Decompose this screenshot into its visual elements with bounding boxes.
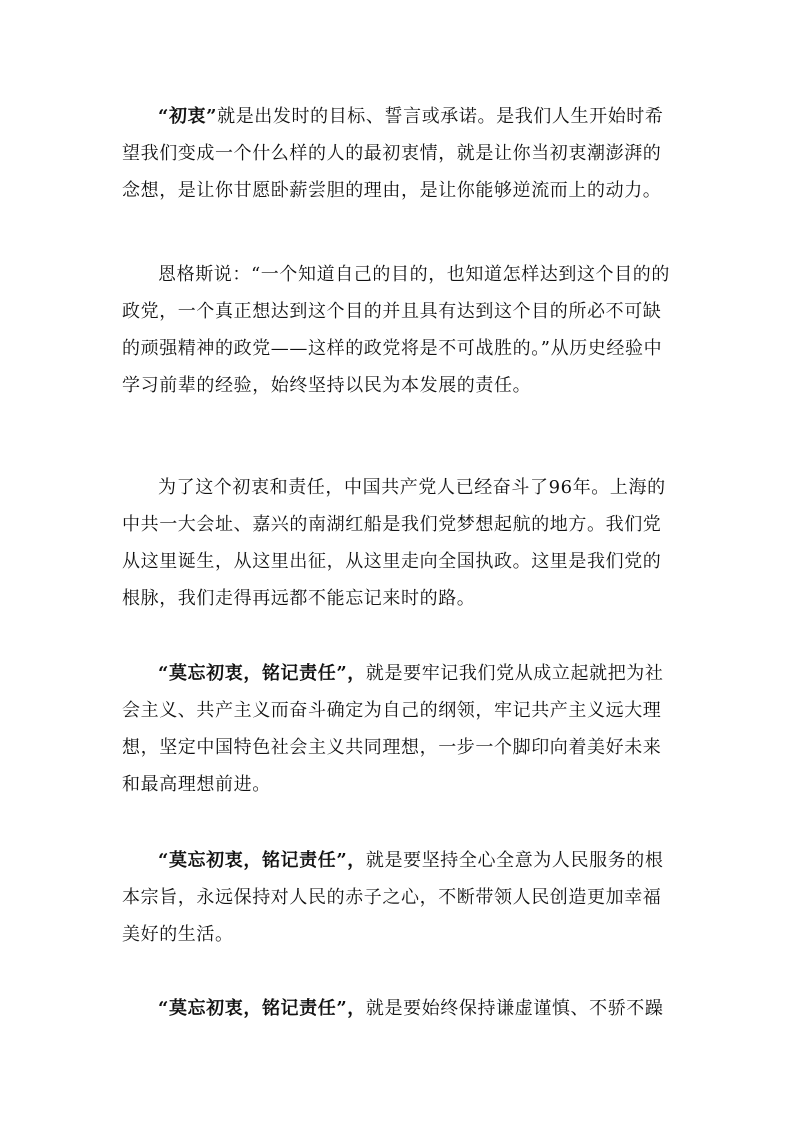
paragraph-lead: “初衷” [158,106,218,127]
paragraph-text: 为了这个初衷和责任，中国共产党人已经奋斗了96年。上海的中共一大会址、嘉兴的南湖红船是我们党梦想起航的地方。我们党从这里诞生，从这里出征，从这里走向全国执政。这里是我们党的根脉，我们走得再远都不能忘记来时的路。 [122,477,666,609]
paragraph-modesty [122,990,670,1027]
paragraph-ideals [122,655,670,803]
paragraph-text: 就是要始终保持谦虚谨慎、不骄不躁 [365,998,664,1019]
paragraph-party-history [122,469,670,617]
paragraph-text: 恩格斯说：“一个知道自己的目的，也知道怎样达到这个目的的政党，一个真正想达到这个目的并且具有达到这个目的所必不可缺的顽强精神的政党——这样的政党将是不可战胜的。”从历史经验中学习前辈的经验，始终坚持以民为本发展的责任。 [122,264,670,396]
paragraph-text: 就是要坚持全心全意为人民服务的根本宗旨，永远保持对人民的赤子之心，不断带领人民创造更加幸福美好的生活。 [122,850,664,945]
paragraph-lead: “莫忘初衷，铭记责任”， [158,663,366,684]
paragraph-serve-people [122,842,670,953]
paragraph-text: 就是要牢记我们党从成立起就把为社会主义、共产主义而奋斗确定为自己的纲领，牢记共产主义远大理想，坚定中国特色社会主义共同理想，一步一个脚印向着美好未来和最高理想前进。 [122,663,664,795]
paragraph-initial-aspiration [122,98,670,209]
paragraph-lead: “莫忘初衷，铭记责任”， [158,850,366,871]
paragraph-text: 就是出发时的目标、誓言或承诺。是我们人生开始时希望我们变成一个什么样的人的最初衷情，就是让你当初衷潮澎湃的念想，是让你甘愿卧薪尝胆的理由，是让你能够逆流而上的动力。 [122,106,664,201]
paragraph-engels-quote [122,256,670,404]
paragraph-lead: “莫忘初衷，铭记责任”， [158,998,366,1019]
